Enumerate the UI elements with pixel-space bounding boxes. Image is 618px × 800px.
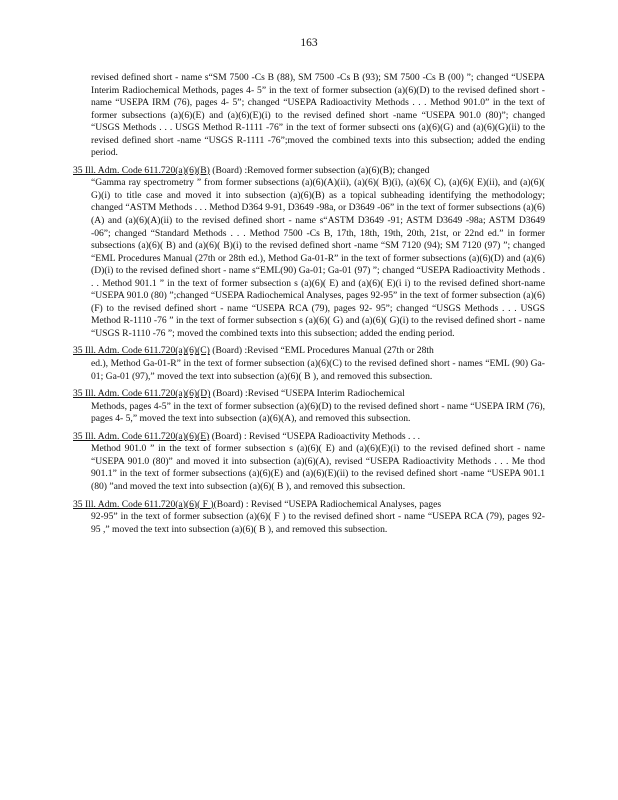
page-number: 163 bbox=[300, 37, 318, 49]
citation: 35 Ill. Adm. Code 611.720(a)(6)( F ) bbox=[73, 498, 214, 510]
entry-lead: (Board) : Revised “USEPA Radiochemical Analyses, pages bbox=[213, 498, 442, 510]
citation: 35 Ill. Adm. Code 611.720(a)(6)(D) bbox=[73, 388, 211, 400]
entry-text: Method 901.0 ” in the text of former subsection s (a)(6)( E) and (a)(6)(E)(i) to the revised defined short - name “USEPA 901.0 (80)” and moved it into subsection (a)(6)(A), revised “USEPA Radioactivity Methods . . . Me thod 901.1” in the text of former subsections (a)(6)(E) and (a)(6)(E)(ii) to the revised defined short -name “USEPA 901.1 (80) ”and moved the text into subsection (a)(6)( B ), and removed this subsection. bbox=[91, 443, 545, 492]
citation: 35 Ill. Adm. Code 611.720(a)(6)(E) bbox=[73, 430, 210, 442]
entry-lead: (Board) :Removed former subsection (a)(6)(B); changed bbox=[209, 164, 430, 176]
history-entry bbox=[73, 165, 545, 341]
citation: 35 Ill. Adm. Code 611.720(a)(6)(C) bbox=[73, 345, 210, 357]
entry-text: ed.), Method Ga-01-R” in the text of former subsection (a)(6)(C) to the revised defined short - names “EML (90) Ga-01; Ga-01 (97),” moved the text into subsection (a)(6)( B ), and removed this subsection. bbox=[91, 358, 545, 382]
intro-paragraph: revised defined short - name s“SM 7500 -Cs B (88), SM 7500 -Cs B (93); SM 7500 -Cs B (00) ”; changed “USEPA Interim Radiochemical Methods, pages 4- 5” in the text of former subsection (a)(6)(D) to the revised defined short - name “USEPA IRM (76), pages 4- 5”; changed “USEPA Radioactivity Methods . . . Method 901.0” in the text of former subsections (a)(6)(E) and (a)(6)(E)(i) to the revised defined short -name “USEPA 901.0 (80)”; changed “USGS Methods . . . USGS Method R-1111 -76” in the text of former subsecti ons (a)(6)(G) and (a)(6)(G)(ii) to the revised defined short -name “USGS R-1111 -76”;moved the combined texts into this subsection; added the ending period. bbox=[91, 72, 545, 159]
entry-lead: (Board) : Revised “USEPA Radioactivity Methods . . . bbox=[209, 430, 421, 442]
history-entry bbox=[73, 345, 545, 383]
entry-text: “Gamma ray spectrometry ” from former subsections (a)(6)(A)(ii), (a)(6)( B)(i), (a)(6)( C), (a)(6)( E)(ii), and (a)(6)( G)(i) to title case and moved it into subsection (a)(6)(B) as a topical subheading identifying the methodology; changed “ASTM Methods . . . Method D364 9-91, D3649 -98a, or D3649 -06” in the text of former subsections (a)(6)(A) and (a)(6)(A)(ii) to the revised defined short - name s“ASTM D3649 -91; ASTM D3649 -98a; ASTM D3649 -06”; changed “Standard Methods . . . Method 7500 -Cs B, 17th, 18th, 19th, 20th, 21st, or 22nd ed.” in former subsections (a)(6)( B) and (a)(6)( B)(i) to the revised defined short -name “SM 7120 (94); SM 7120 (97) ”; changed “EML Procedures Manual (27th or 28th ed.), Method Ga-01-R” in the text of former subsections (a)(6)(D) and (a)(6)(D)(i) to the revised defined short - name s“EML(90) Ga-01; Ga-01 (97) ”; changed “USEPA Radioactivity Methods . . . Method 901.1 ” in the text of former subsection s (a)(6)( E) and (a)(6)( E)(i i) to the revised defined short-name “USEPA 901.0 (80) ”;changed “USEPA Radiochemical Analyses, pages 92-95” in the text of former subsection (a)(6)(F) to the revised defined short - name “USEPA RCA (79), pages 92- 95”; changed “USGS Methods . . . USGS Method R-1110 -76 ” in the text of former subsection s (a)(6)( G) and (a)(6)( G)(i) to the revised defined short - name “USGS R-1110 -76 ”; moved the combined texts into this subsection; added the ending period. bbox=[91, 177, 545, 339]
document-body bbox=[73, 72, 545, 541]
citation: 35 Ill. Adm. Code 611.720(a)(6)(B) bbox=[73, 164, 210, 176]
history-entry bbox=[73, 388, 545, 426]
entry-text: 92-95” in the text of former subsection (a)(6)( F ) to the revised defined short - name “USEPA RCA (79), pages 92- 95 ,” moved the text into subsection (a)(6)( B ), and removed this subsection. bbox=[91, 511, 545, 535]
entry-text: Methods, pages 4-5” in the text of former subsection (a)(6)(D) to the revised defined short - name “USEPA IRM (76), pages 4- 5,” moved the text into subsection (a)(6)(A), and removed this subsection. bbox=[91, 400, 545, 425]
history-entry bbox=[73, 431, 545, 494]
history-entry bbox=[73, 499, 545, 537]
entry-lead: (Board) :Revised “USEPA Interim Radiochemical bbox=[210, 388, 405, 400]
entry-lead: (Board) :Revised “EML Procedures Manual (27th or 28th bbox=[209, 345, 434, 357]
